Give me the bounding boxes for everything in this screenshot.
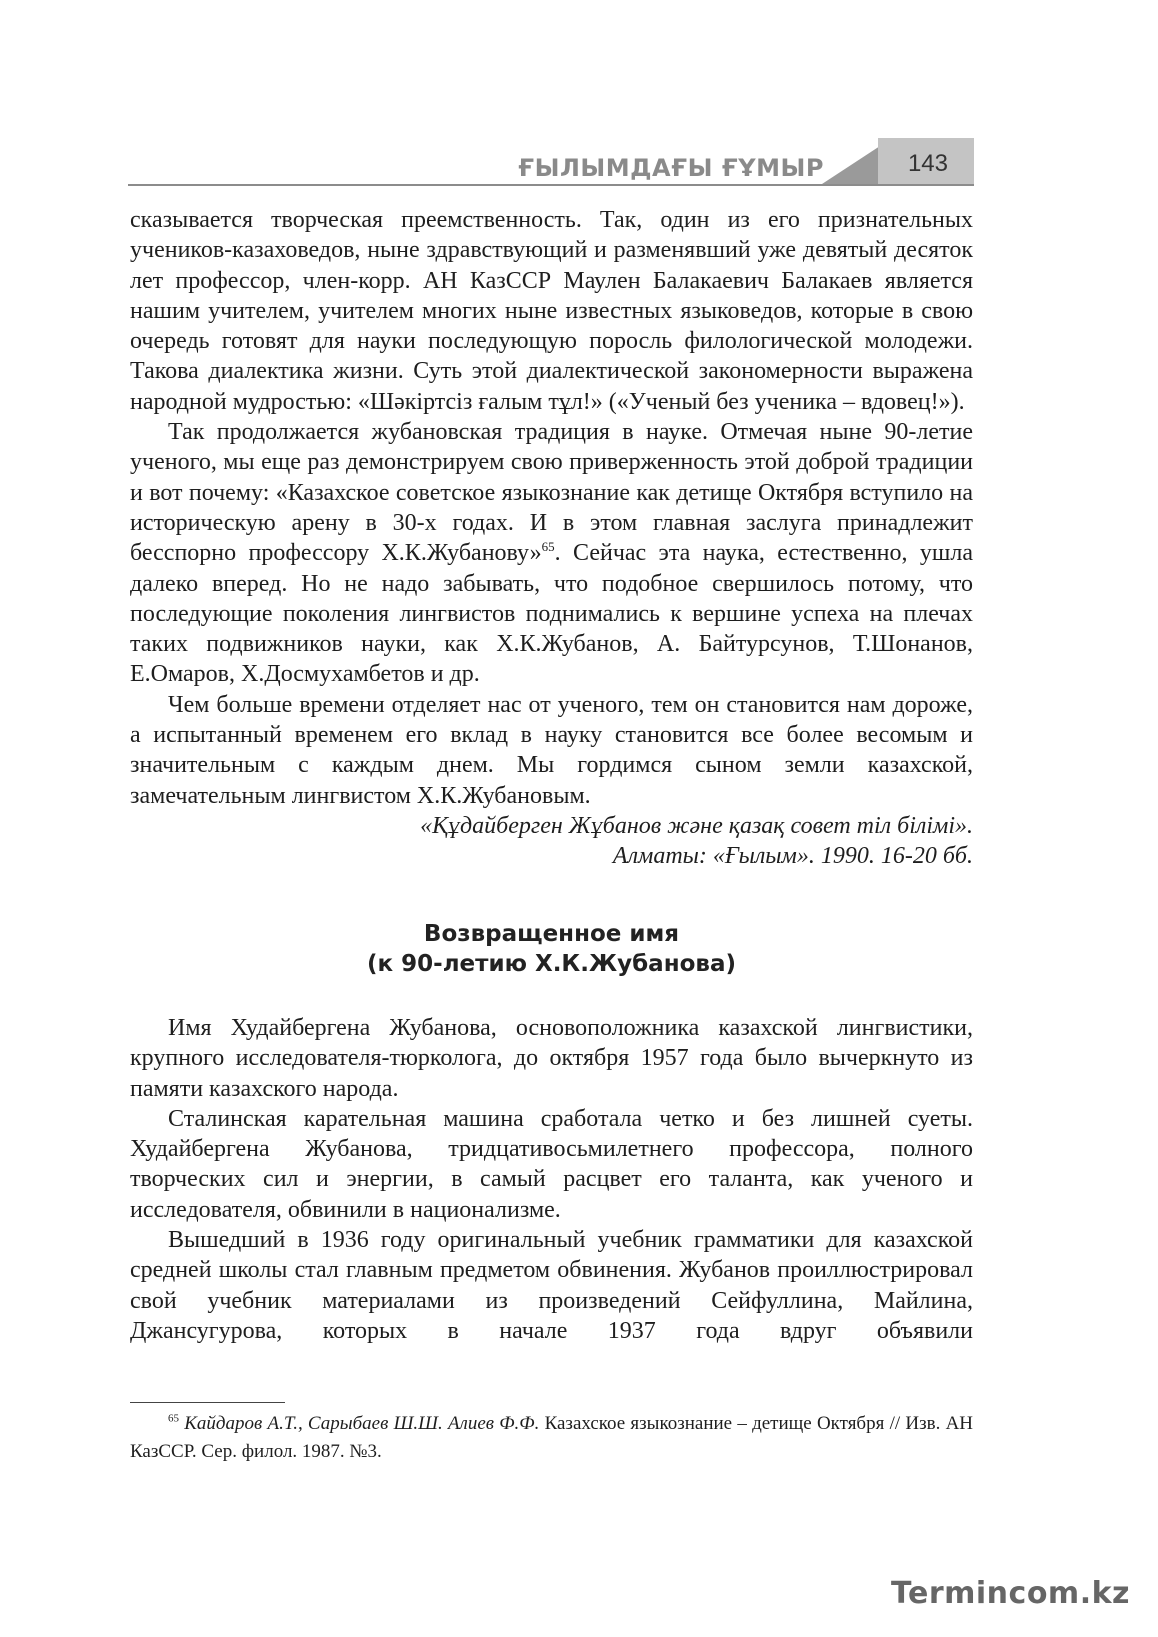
footnote-65 <box>130 1410 973 1466</box>
citation-line-1: «Құдайберген Жұбанов және қазақ совет тіл білімі». <box>420 812 973 839</box>
body-text <box>130 205 973 1346</box>
paragraph-2: Так продолжается жубановская традиция в науке. Отмечая ныне 90-летие ученого, мы еще раз демонстрируем свою приверженность этой доброй традиции и вот почему: «Казахское советское языкознание как детище Октября вступило на историческую арену в 30-х годах. И в этом главная заслуга принадлежит бесспорно профессору Х.К.Жубанову»$^{65}$. Сейчас эта наука, естественно, ушла далеко вперед. Но не надо забывать, что подобное свершилось потому, что последующие поколения лингвистов поднимались к вершине успеха на плечах таких подвижников науки, как Х.К.Жубанов, А. Байтурсунов, Т.Шонанов, Е.Омаров, Х.Досмухамбетов и др. <box>130 419 973 688</box>
header-rule <box>128 184 974 186</box>
section-heading <box>130 919 973 979</box>
paragraph-4: Имя Худайбергена Жубанова, основоположника казахской лингвистики, крупного исследователя-тюрколога, до октября 1957 года было вычеркнуто из памяти казахского народа. <box>130 1014 973 1102</box>
footnote-separator <box>130 1402 285 1403</box>
paragraph-2-continuation: Сейчас эта наука, естественно, ушла далеко вперед. Но не надо забывать, что подобное свершилось потому, что последующие поколения лингвистов поднимались к вершине успеха на плечах таких подвижников науки, как Х.К.Жубанов, А. Байтурсунов, Т.Шонанов, Е.Омаров, Х.Досмухамбетов и др. <box>130 540 973 688</box>
citation-line-2: Алматы: «Ғылым». 1990. 16-20 бб. <box>612 842 973 869</box>
paragraph-2-text: Так продолжается жубановская традиция в науке. Отмечая ныне 90-летие ученого, мы еще раз демонстрируем свою приверженность этой доброй традиции и вот почему: «Казахское советское языкознание как детище Октября вступило на историческую арену в 30-х годах. И в этом главная заслуга принадлежит бесспорно профессору Х.К.Жубанову» <box>130 419 973 567</box>
paragraph-5: Сталинская карательная машина сработала четко и без лишней суеты. Худайбергена Жубанова, тридцативосьмилетнего профессора, полного творческих сил и энергии, в самый расцвет его таланта, как ученого и исследователя, обвинили в национализме. <box>130 1105 973 1223</box>
header-triangle-decoration <box>822 146 880 184</box>
running-header <box>128 136 974 186</box>
section-subtitle: (к 90-летию Х.К.Жубанова) <box>367 950 736 977</box>
running-title: ҒЫЛЫМДАҒЫ ҒҰМЫР <box>518 154 824 182</box>
footnote-ref-65[interactable]: 65 <box>541 539 555 555</box>
citation-source <box>130 811 973 871</box>
paragraph-6: Вышедший в 1936 году оригинальный учебник грамматики для казахской средней школы стал главным предметом обвинения. Жубанов проиллюстрировал свой учебник материалами из произведений Сейфуллина, Майлина, Джансугурова, которых в начале 1937 года вдруг объявили <box>130 1227 973 1344</box>
footnote-text: Казахское языкознание – детище Октября // Изв. АН КазССР. Сер. филол. 1987. №3. <box>130 1413 974 1462</box>
site-watermark: Termincom.kz <box>891 1576 1130 1611</box>
paragraph-1: сказывается творческая преемственность. Так, один из его признательных учеников-казаховедов, ныне здравствующий и разменявший уже девятый десяток лет профессор, член-корр. АН КазССР Маулен Балакаевич Балакаев является нашим учителем, учителем многих ныне известных языковедов, которые в свою очередь готовят для науки последующую поросль филологической молодежи. Такова диалектика жизни. Суть этой диалектической закономерности выражена народной мудростью: «Шәкіртсіз ғалым тұл!» («Ученый без ученика – вдовец!»). <box>130 207 973 415</box>
page-number: 143 <box>907 150 948 177</box>
footnote-number: 65 <box>168 1412 179 1425</box>
section-title: Возвращенное имя <box>423 920 680 947</box>
paragraph-3: Чем больше времени отделяет нас от ученого, тем он становится нам дороже, а испытанный временем его вклад в науку становится все более весомым и значительным с каждым днем. Мы гордимся сыном земли казахской, замечательным лингвистом Х.К.Жубановым. <box>130 691 973 809</box>
section-spacer <box>130 979 973 1013</box>
footnote-authors: Кайдаров А.Т., Сарыбаев Ш.Ш. Алиев Ф.Ф. <box>184 1413 540 1434</box>
